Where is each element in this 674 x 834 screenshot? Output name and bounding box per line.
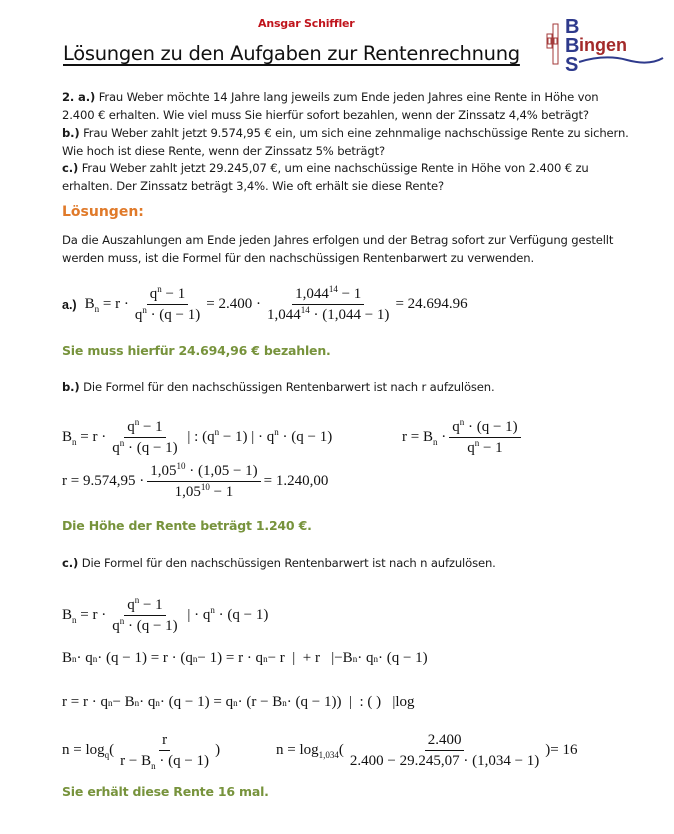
bbs-bingen-logo bbox=[545, 14, 665, 72]
formula-c-log-result: = 16 bbox=[550, 742, 578, 758]
intro-line-1: Da die Auszahlungen am Ende jeden Jahres erfolgen und der Betrag sofort zur Verfügung gestellt bbox=[62, 233, 614, 247]
logo-word-ingen: ingen bbox=[579, 35, 627, 55]
formula-c-step3: r = r · q n − B n · q n · (q − 1) = q n · (r − B n · (q − 1)) | : ( ) |log bbox=[62, 694, 415, 710]
task-a-text: Frau Weber möchte 14 Jahre lang jeweils zum Ende jeden Jahres eine Rente in Höhe von bbox=[98, 90, 599, 104]
formula-b-solved: $r = B_n$ · $\frac{q^n \cdot (q - 1)}{q^n - 1}$ bbox=[402, 418, 524, 457]
formula-a-lhs: $B_n$ bbox=[84, 296, 100, 314]
section-c-label: c.) bbox=[62, 556, 79, 570]
task-c-text-2: erhalten. Der Zinssatz beträgt 3,4%. Wie oft erhält sie diese Rente? bbox=[62, 178, 444, 193]
formula-b-calc-result: = 1.240,00 bbox=[263, 473, 329, 489]
formula-a-result: = 24.694.96 bbox=[395, 296, 468, 312]
formula-b-calc-lhs: r = 9.574,95 · bbox=[62, 473, 145, 489]
task-a-text-2: 2.400 € erhalten. Wie viel muss Sie hierfür sofort bezahlen, wenn der Zinssatz 4,4% beträgt? bbox=[62, 107, 589, 122]
logo-graphic bbox=[545, 14, 665, 72]
answer-b: Die Höhe der Rente beträgt 1.240 €. bbox=[62, 518, 312, 533]
formula-a-frac1: $\frac{q^n - 1}{q^n \cdot (q - 1)}$ bbox=[134, 284, 201, 323]
logo-letter-b1: B bbox=[565, 16, 580, 38]
task-a bbox=[62, 89, 652, 125]
formula-a-label: a.) bbox=[62, 297, 77, 312]
formula-c-log-calc: $n = \log_{1,034}$( $\frac{2.400}{2.400 - 29.245,07 \cdot (1,034 - 1)}$ ) = 16 bbox=[276, 732, 578, 769]
task-b-label: b.) bbox=[62, 126, 80, 140]
formula-c-frac: $\frac{q^n - 1}{q^n \cdot (q - 1)}$ bbox=[112, 595, 178, 634]
formula-a bbox=[62, 285, 468, 324]
formula-c-step1: $B_n = r$ · $\frac{q^n - 1}{q^n \cdot (q - 1)}$ | · $q^n \cdot (q - 1)$ bbox=[62, 595, 269, 634]
task-b bbox=[62, 125, 652, 161]
solutions-heading: Lösungen: bbox=[62, 204, 144, 220]
answer-a: Sie muss hierfür 24.694,96 € bezahlen. bbox=[62, 343, 331, 358]
intro-line-2: werden muss, ist die Formel für den nachschüssigen Rentenbarwert zu verwenden. bbox=[62, 250, 535, 265]
formula-c-step2: B n · q n · (q − 1) = r · (q n − 1) = r · q n − r | + r |−B n · q n · (q − 1) bbox=[62, 650, 428, 666]
formula-c-log-general: $n = \log_q$( $\frac{r}{r - B_n \cdot (q - 1)}$ ) bbox=[62, 732, 221, 771]
task-a-label: 2. a.) bbox=[62, 90, 96, 104]
formula-b-solved-frac: $\frac{q^n \cdot (q - 1)}{q^n - 1}$ bbox=[449, 418, 520, 457]
formula-b-calc-frac: $\frac{1,05^{10} \cdot (1,05 - 1)}{1,05^{10} - 1}$ bbox=[147, 462, 260, 501]
formula-a-frac2: $\frac{1,044^{14} - 1}{1,044^{14} \cdot (1,044 - 1)}$ bbox=[266, 284, 390, 323]
solutions-intro bbox=[62, 232, 652, 268]
section-b-text bbox=[62, 379, 652, 397]
section-b-description: Die Formel für den nachschüssigen Rentenbarwert ist nach r aufzulösen. bbox=[83, 380, 495, 394]
formula-a-eq2: = 2.400 · bbox=[206, 296, 261, 312]
task-c-label: c.) bbox=[62, 161, 79, 175]
formula-a-eq1: = r · bbox=[102, 296, 129, 312]
task-b-text-2: Wie hoch ist diese Rente, wenn der Zinssatz 5% beträgt? bbox=[62, 143, 385, 158]
section-c-text bbox=[62, 555, 652, 573]
answer-c: Sie erhält diese Rente 16 mal. bbox=[62, 784, 269, 799]
task-b-text: Frau Weber zahlt jetzt 9.574,95 € ein, um sich eine zehnmalige nachschüssige Rente zu sichern. bbox=[83, 126, 629, 140]
page-title: Lösungen zu den Aufgaben zur Rentenrechnung bbox=[63, 42, 520, 65]
formula-b-frac: $\frac{q^n - 1}{q^n \cdot (q - 1)}$ bbox=[112, 417, 178, 456]
formula-b-calc bbox=[62, 462, 328, 501]
logo-swoosh bbox=[579, 57, 663, 62]
author-name: Ansgar Schiffler bbox=[258, 17, 355, 30]
formula-c-log-calc-frac: $\frac{2.400}{2.400 - 29.245,07 \cdot (1,034 - 1)}$ bbox=[349, 732, 540, 769]
logo-letter-s: S bbox=[565, 54, 579, 72]
section-b-label: b.) bbox=[62, 380, 80, 394]
formula-c-log-frac: $\frac{r}{r - B_n \cdot (q - 1)}$ bbox=[120, 732, 210, 771]
task-c bbox=[62, 160, 652, 196]
formula-b-lhs: $B_n = r$ · bbox=[62, 429, 107, 447]
formula-b-ops: | : $(q^n - 1)$ | · $q^n \cdot (q - 1)$ bbox=[187, 427, 333, 445]
formula-b-step1 bbox=[62, 418, 332, 457]
formula-c-ops: | · $q^n \cdot (q - 1)$ bbox=[187, 605, 269, 623]
section-c-description: Die Formel für den nachschüssigen Rentenbarwert ist nach n aufzulösen. bbox=[81, 556, 496, 570]
logo-letter-b2: B bbox=[565, 35, 580, 57]
task-c-text: Frau Weber zahlt jetzt 29.245,07 €, um eine nachschüssige Rente in Höhe von 2.400 € zu bbox=[81, 161, 589, 175]
